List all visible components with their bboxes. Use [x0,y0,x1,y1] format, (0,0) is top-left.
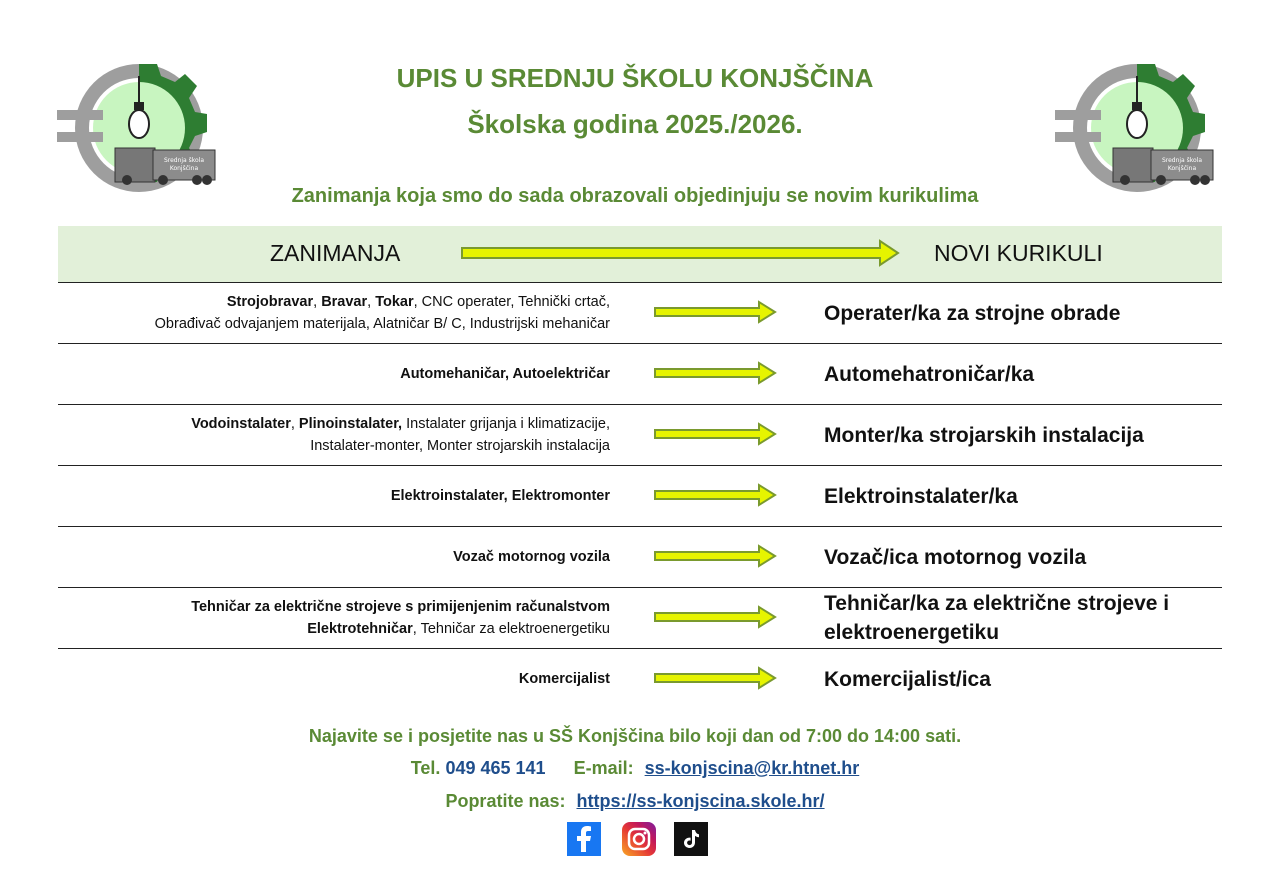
svg-text:Srednja škola: Srednja škola [1161,157,1203,164]
arrow-right-icon [653,544,779,568]
table-row [58,649,1222,709]
email-link[interactable]: ss-konjscina@kr.htnet.hr [644,758,860,778]
table-row [58,344,1222,405]
new-curriculum: Vozač/ica motornog vozila [824,545,1087,569]
school-year: Školska godina 2025./2026. [467,109,803,139]
arrow-right-icon [653,422,779,446]
old-occupations: Komercijalist [518,671,610,687]
svg-text:Konjščina: Konjščina [169,165,199,172]
old-occupations: Vozač motornog vozila [453,549,610,565]
arrow-right-icon [653,605,779,629]
new-curriculum: Monter/ka strojarskih instalacija [824,423,1144,447]
tel-number: 049 465 141 [445,758,546,778]
visit-notice: Najavite se i posjetite nas u SŠ Konjščina bilo koji dan od 7:00 do 14:00 sati. [308,726,962,746]
header-new-curricula: NOVI KURIKULI [934,240,1103,266]
new-curriculum: Komercijalist/ica [824,667,991,691]
contact-line [0,758,1270,779]
table-row [58,283,1222,344]
subtitle: Zanimanja koja smo do sada obrazovali objedinjuju se novim kurikulima [291,185,979,207]
old-occupations: Vodoinstalater, Plinoinstalater, Instalater grijanja i klimatizacije, Instalater-monter, Monter strojarskih instalacija [191,416,610,454]
arrow-right-icon [653,483,779,507]
email-label: E-mail: [573,758,634,778]
table-row [58,527,1222,588]
arrow-right-icon [460,238,902,268]
new-curriculum: Tehničar/ka za električne strojeve i elektroenergetiku [824,592,1170,644]
new-curriculum: Operater/ka za strojne obrade [824,301,1121,325]
old-occupations: Elektroinstalater, Elektromonter [390,488,610,504]
page-title: UPIS U SREDNJU ŠKOLU KONJŠČINA [396,63,874,93]
follow-line [0,791,1270,812]
arrow-right-icon [653,666,779,690]
new-curriculum: Automehatroničar/ka [824,362,1035,386]
website-link[interactable]: https://ss-konjscina.skole.hr/ [576,791,825,811]
new-curriculum: Elektroinstalater/ka [824,484,1018,508]
instagram-icon[interactable] [622,822,656,856]
header-occupations: ZANIMANJA [270,240,401,266]
table-row [58,466,1222,527]
old-occupations: Tehničar za električne strojeve s primijenjenim računalstvom Elektrotehničar, Tehničar za elektroenergetiku [191,599,610,637]
svg-text:Srednja škola: Srednja škola [163,157,205,164]
arrow-right-icon [653,300,779,324]
table-row [58,405,1222,466]
tel-label: Tel. [410,758,441,778]
old-occupations: Strojobravar, Bravar, Tokar, CNC operater, Tehnički crtač, Obrađivač odvajanjem materijala, Alatničar B/ C, Industrijski mehaničar [154,294,610,332]
arrow-right-icon [653,361,779,385]
table-row [58,588,1222,649]
table-header [58,226,1222,283]
svg-text:Konjščina: Konjščina [1167,165,1197,172]
follow-label: Popratite nas: [445,791,566,811]
old-occupations: Automehaničar, Autoelektričar [400,366,610,382]
facebook-icon[interactable] [567,822,601,856]
tiktok-icon[interactable] [674,822,708,856]
